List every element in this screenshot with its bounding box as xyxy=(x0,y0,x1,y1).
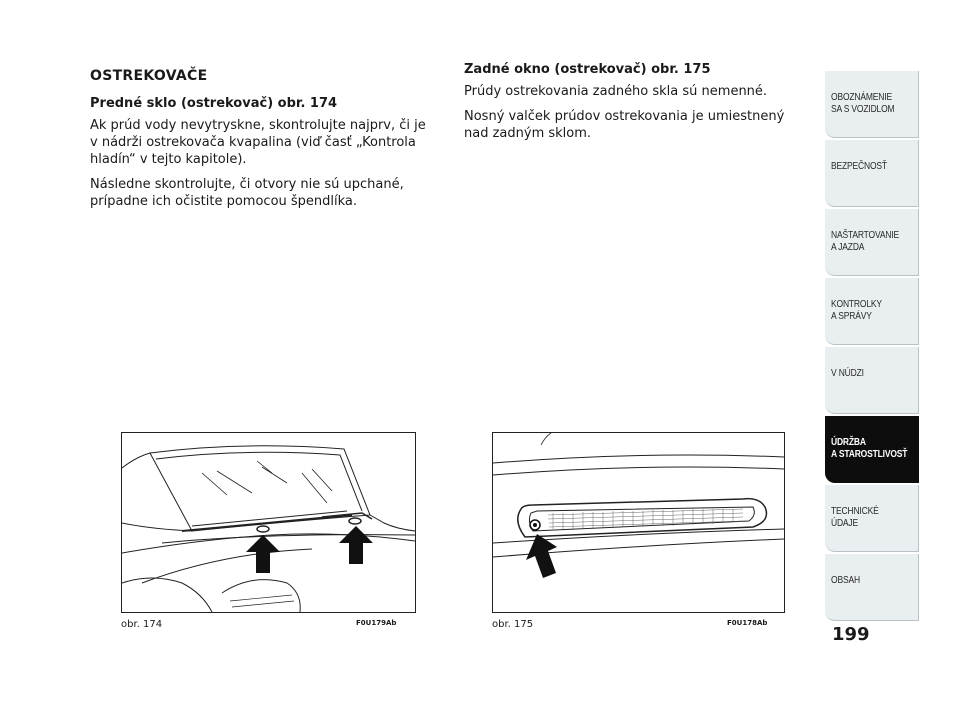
pointer-arrow-right-icon xyxy=(339,526,373,564)
chapter-tab-label: SA S VOZIDLOM xyxy=(831,104,895,115)
chapter-tab-label: A STAROSTLIVOSŤ xyxy=(831,449,908,460)
front-washer-subheading: Predné sklo (ostrekovač) obr. 174 xyxy=(90,96,338,111)
rear-washer-subheading: Zadné okno (ostrekovač) obr. 175 xyxy=(464,62,711,77)
right-text-column xyxy=(464,62,794,150)
figure-174-windscreen-washers xyxy=(121,432,416,613)
chapter-tab-4[interactable] xyxy=(825,278,919,345)
figure-175-code: F0U178Ab xyxy=(727,619,768,627)
chapter-tab-label: A JAZDA xyxy=(831,242,865,253)
front-washer-paragraph-1: Ak prúd vody nevytryskne, skontrolujte najprv, či je v nádrži ostrekovača kvapalina (viď časť „Kontrola hladín“ v tejto kapitole). xyxy=(90,118,426,167)
rear-washer-paragraph-1: Prúdy ostrekovania zadného skla sú nemenné. xyxy=(464,84,768,99)
chapter-tab-2[interactable] xyxy=(825,140,919,207)
chapter-tab-label: OBOZNÁMENIE xyxy=(831,92,892,103)
chapter-tab-label: A SPRÁVY xyxy=(831,311,872,322)
chapter-tab-7[interactable] xyxy=(825,485,919,552)
chapter-tab-6[interactable] xyxy=(825,416,919,483)
windscreen-illustration xyxy=(122,433,415,612)
chapter-tab-label: ÚDRŽBA xyxy=(831,437,866,448)
chapter-tab-label: ÚDAJE xyxy=(831,518,859,529)
chapter-tab-label: NAŠTARTOVANIE xyxy=(831,230,900,241)
chapter-tab-label: KONTROLKY xyxy=(831,299,882,310)
chapter-tab-label: OBSAH xyxy=(831,575,860,586)
chapter-tab-label: V NÚDZI xyxy=(831,368,864,379)
section-heading: OSTREKOVAČE xyxy=(90,68,208,84)
figure-174-code: F0U179Ab xyxy=(356,619,397,627)
chapter-tabs-sidebar xyxy=(825,71,919,623)
chapter-tab-1[interactable] xyxy=(825,71,919,138)
chapter-tab-8[interactable] xyxy=(825,554,919,621)
chapter-tab-label: BEZPEČNOSŤ xyxy=(831,161,887,172)
page-number: 199 xyxy=(832,624,870,645)
pointer-arrow-left-icon xyxy=(246,535,280,573)
rear-washer-illustration xyxy=(493,433,784,612)
chapter-tab-3[interactable] xyxy=(825,209,919,276)
chapter-tab-label: TECHNICKÉ xyxy=(831,506,879,517)
rear-washer-paragraph-2: Nosný valček prúdov ostrekovania je umiestnený nad zadným sklom. xyxy=(464,109,785,141)
figure-175-rear-washer xyxy=(492,432,785,613)
front-washer-paragraph-2: Následne skontrolujte, či otvory nie sú upchané, prípadne ich očistite pomocou špendlíka. xyxy=(90,177,404,209)
figure-174-caption: obr. 174 xyxy=(121,619,163,630)
chapter-tab-5[interactable] xyxy=(825,347,919,414)
figure-175-caption: obr. 175 xyxy=(492,619,534,630)
left-text-column xyxy=(90,62,430,218)
